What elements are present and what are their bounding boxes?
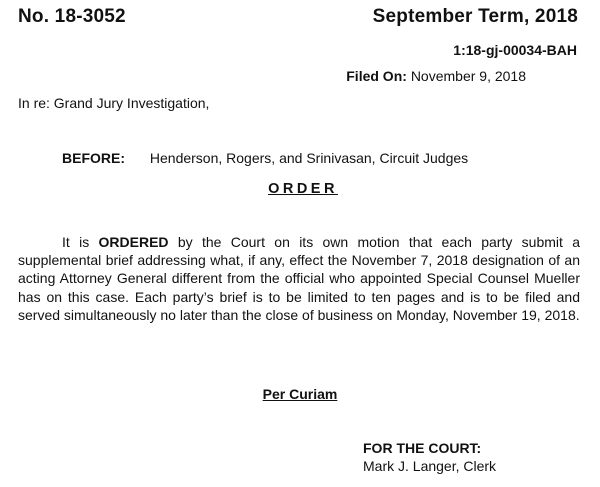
filed-label: Filed On: xyxy=(346,68,407,84)
filed-date: November 9, 2018 xyxy=(410,68,526,84)
docket-number: No. 18-3052 xyxy=(18,6,126,27)
before-label: BEFORE: xyxy=(62,150,125,166)
clerk-signature: Mark J. Langer, Clerk xyxy=(363,458,497,474)
order-text-body: by the Court on its own motion that each party submit a supplemental brief addressing what, if any, effect the November 7, 2018 designation of an acting Attorney General different from the official who appointed Special Counsel Mueller has on this case. Each party’s brief is to be limited to ten pages and is to be filed and served simultaneously no later than the close of business on Monday, November 19, 2018. xyxy=(18,234,580,323)
order-text-lead: It is xyxy=(62,234,99,250)
per-curiam: Per Curiam xyxy=(262,386,338,402)
panel-line xyxy=(62,150,468,166)
order-title: ORDER xyxy=(268,181,338,197)
lower-court-case-number: 1:18-gj-00034-BAH xyxy=(453,42,577,58)
court-term: September Term, 2018 xyxy=(372,6,578,27)
for-the-court-label: FOR THE COURT: xyxy=(363,440,482,456)
filed-line xyxy=(346,68,526,84)
order-paragraph xyxy=(18,233,580,324)
case-caption: In re: Grand Jury Investigation, xyxy=(18,95,210,111)
ordered-emphasis: ORDERED xyxy=(98,234,169,250)
panel-judges: Henderson, Rogers, and Srinivasan, Circuit Judges xyxy=(149,150,469,166)
